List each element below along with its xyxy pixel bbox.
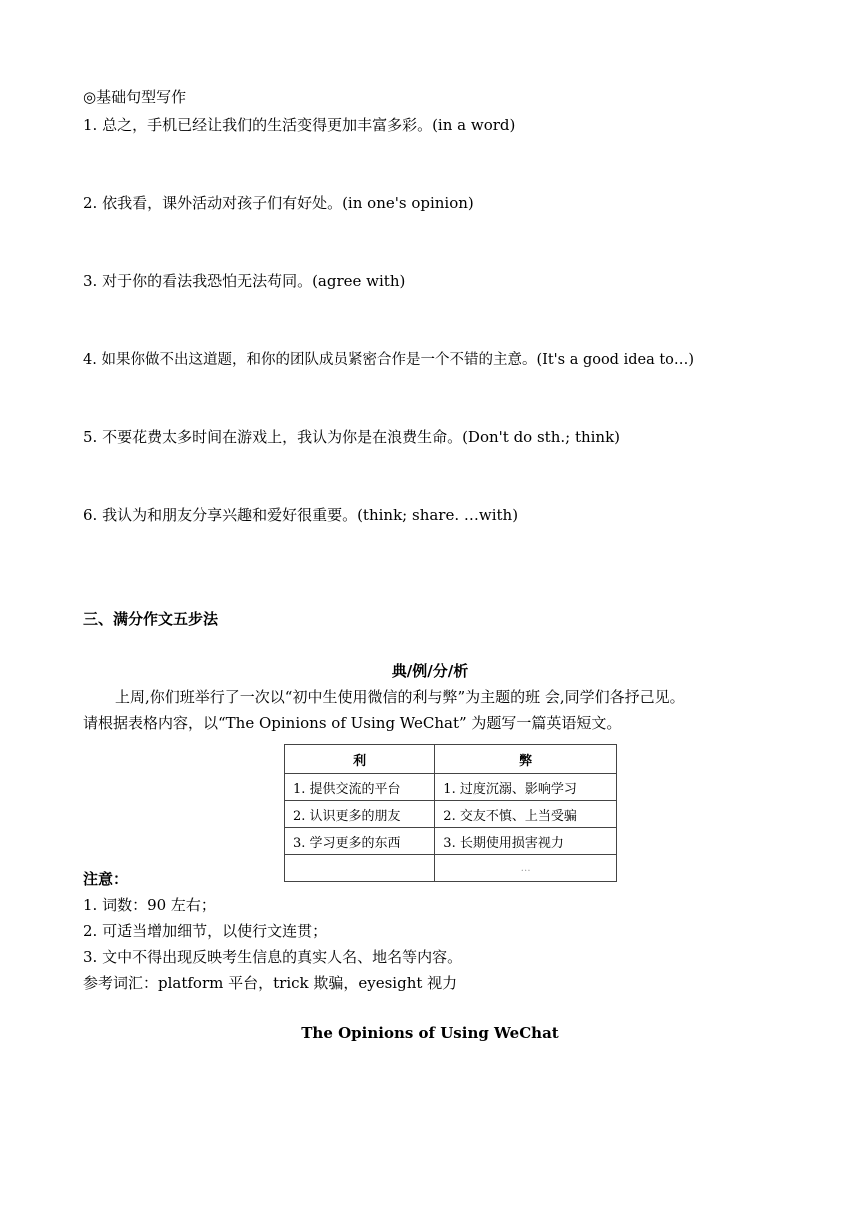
note-item-2: 2. 可适当增加细节，以使行文连贯； [83,922,328,940]
vocab-reference: 参考词汇：platform 平台，trick 欺骗，eyesight 视力 [83,974,458,992]
table-header-row [285,745,617,774]
basic-writing-heading: ◎基础句型写作 [83,88,187,106]
table-row [285,801,617,828]
pros-header: 利 [285,745,435,774]
cons-cell: 3. 长期使用损害视力 [435,828,617,855]
cons-cell: 1. 过度沉溺、影响学习 [435,774,617,801]
pros-cell: 1. 提供交流的平台 [285,774,435,801]
cons-cell: 2. 交友不慎、上当受骗 [435,801,617,828]
exercise-item-1: 1. 总之，手机已经让我们的生活变得更加丰富多彩。(in a word) [83,116,516,134]
prompt-line-2: 请根据表格内容，以“The Opinions of Using WeChat” 为题写一篇英语短文。 [83,714,622,732]
pros-cell: 2. 认识更多的朋友 [285,801,435,828]
note-item-3: 3. 文中不得出现反映考生信息的真实人名、地名等内容。 [83,948,463,966]
pros-cell: 3. 学习更多的东西 [285,828,435,855]
section-heading: 三、满分作文五步法 [83,610,219,628]
table-row [285,855,617,882]
essay-title: The Opinions of Using WeChat [301,1024,559,1042]
note-item-1: 1. 词数：90 左右； [83,896,216,914]
cons-header: 弊 [435,745,617,774]
exercise-item-4: 4. 如果你做不出这道题，和你的团队成员紧密合作是一个不错的主意。(It's a good idea to…) [83,352,695,368]
table-row [285,828,617,855]
pros-cell [285,855,435,882]
exercise-item-3: 3. 对于你的看法我恐怕无法苟同。(agree with) [83,272,406,290]
table-row [285,774,617,801]
prompt-line-1: 上周,你们班举行了一次以“初中生使用微信的利与弊”为主题的班 会,同学们各抒己见。 [115,688,685,706]
exercise-item-2: 2. 依我看，课外活动对孩子们有好处。(in one's opinion) [83,194,474,212]
exercise-item-6: 6. 我认为和朋友分享兴趣和爱好很重要。(think; share. …with) [83,506,519,524]
pros-cons-table [284,744,617,882]
exercise-item-5: 5. 不要花费太多时间在游戏上，我认为你是在浪费生命。(Don't do sth.; think) [83,428,621,446]
example-title: 典/例/分/析 [391,662,469,680]
cons-cell: … [435,855,617,882]
notes-heading: 注意： [83,870,129,888]
